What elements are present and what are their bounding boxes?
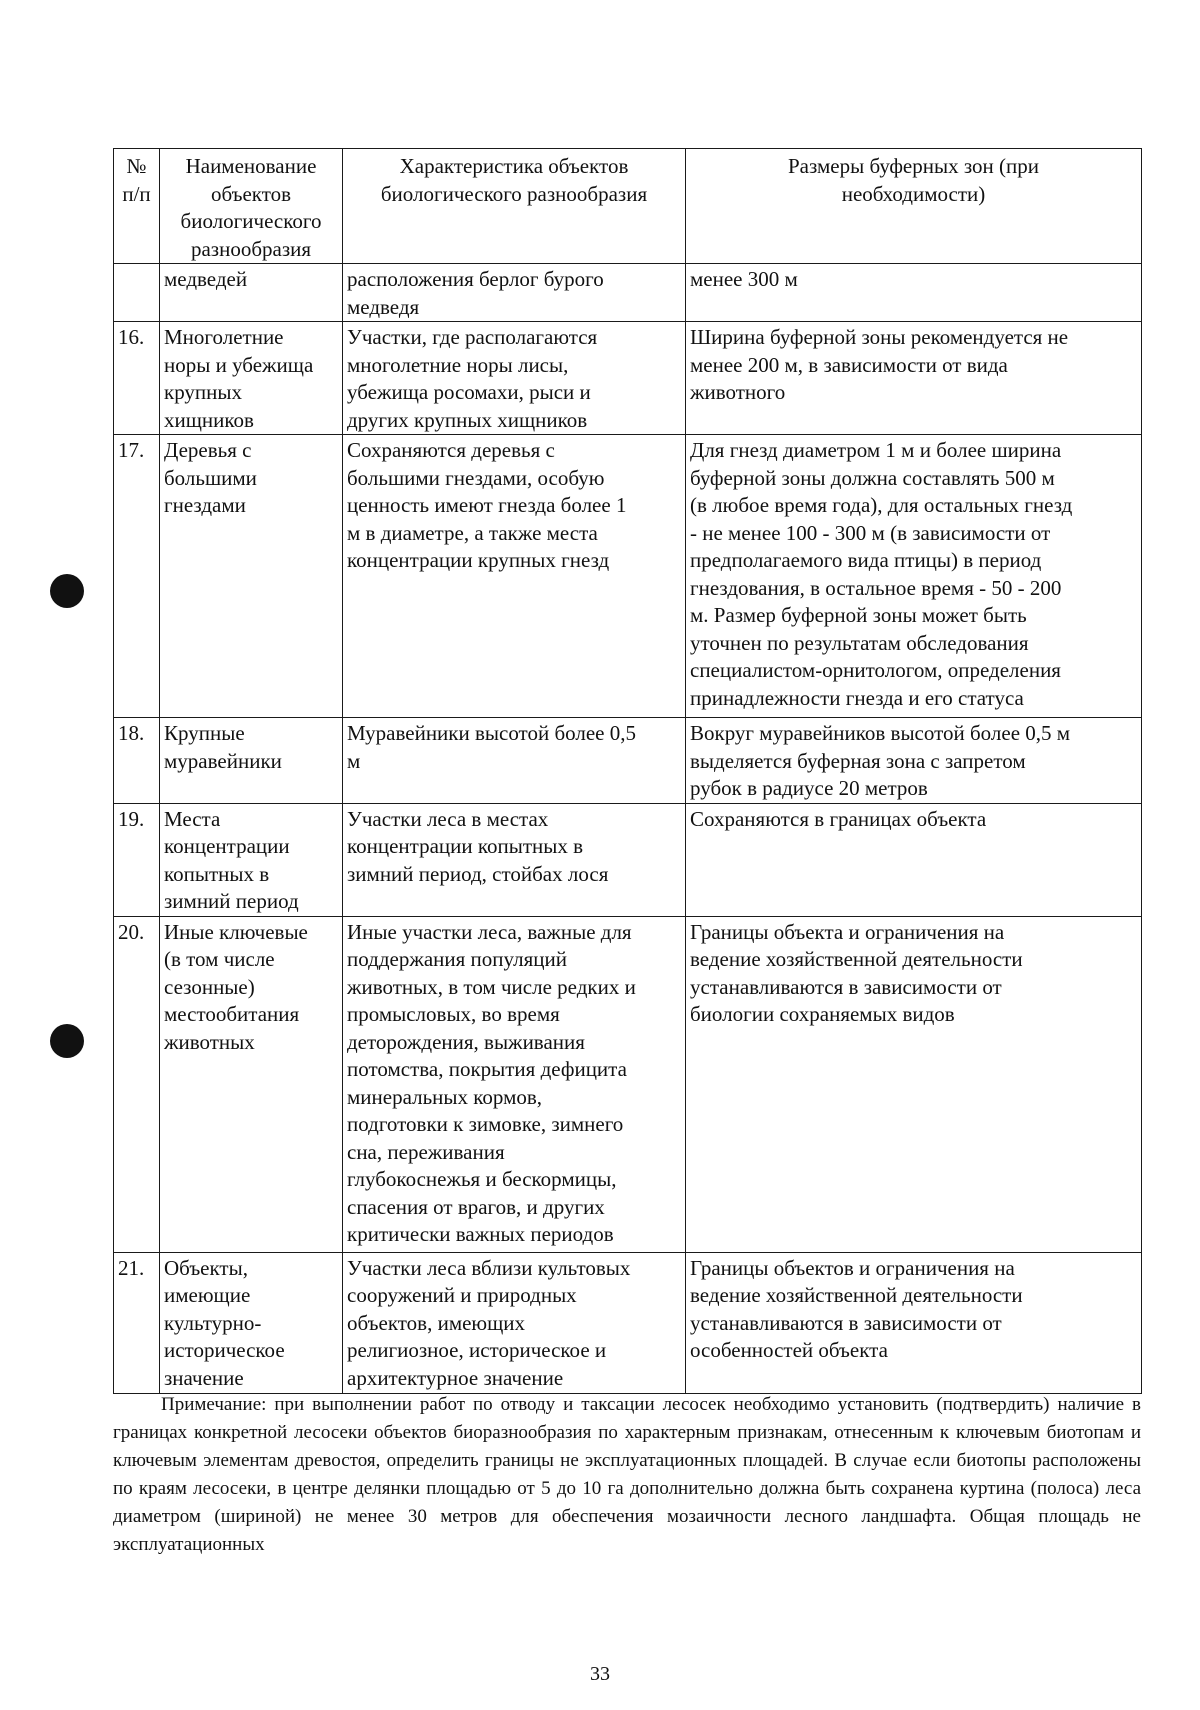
table-row xyxy=(114,718,1142,804)
table-row xyxy=(114,264,1142,322)
header-number: № п/п xyxy=(114,149,160,264)
row-characteristics: расположения берлог бурого медведя xyxy=(343,264,686,322)
row-buffer-zone: Границы объектов и ограничения на ведение хозяйственной деятельности устанавливаются в зависимости от особенностей объекта xyxy=(686,1252,1142,1393)
row-number xyxy=(114,264,160,322)
table-row xyxy=(114,916,1142,1252)
page-number: 33 xyxy=(590,1663,610,1685)
row-object-name: Деревья с большими гнездами xyxy=(160,435,343,718)
table-header-row xyxy=(114,149,1142,264)
row-buffer-zone: Ширина буферной зоны рекомендуется не менее 200 м, в зависимости от вида животного xyxy=(686,322,1142,435)
row-characteristics: Сохраняются деревья с большими гнездами, особую ценность имеют гнезда более 1 м в диаметре, а также места концентрации крупных гнезд xyxy=(343,435,686,718)
biodiversity-table xyxy=(113,148,1142,1394)
row-characteristics: Иные участки леса, важные для поддержания популяций животных, в том числе редких и промысловых, во время деторождения, выживания потомства, покрытия дефицита минеральных кормов, подготовки к зимовке, зимнего сна, переживания глубокоснежья и бескормицы, спасения от врагов, и других критически важных периодов xyxy=(343,916,686,1252)
header-characteristics: Характеристика объектов биологического разнообразия xyxy=(343,149,686,264)
row-object-name: Крупные муравейники xyxy=(160,718,343,804)
header-buffer-zones: Размеры буферных зон (при необходимости) xyxy=(686,149,1142,264)
row-buffer-zone: Для гнезд диаметром 1 м и более ширина буферной зоны должна составлять 500 м (в любое время года), для остальных гнезд - не менее 100 - 300 м (в зависимости от предполагаемого вида птицы) в период гнездования, в остальное время - 50 - 200 м. Размер буферной зоны может быть уточнен по результатам обследования специалистом-орнитологом, определения принадлежности гнезда и его статуса xyxy=(686,435,1142,718)
binder-hole-top xyxy=(50,574,84,608)
table-row xyxy=(114,1252,1142,1393)
row-number: 19. xyxy=(114,803,160,916)
row-number: 17. xyxy=(114,435,160,718)
header-object-name: Наименование объектов биологического разнообразия xyxy=(160,149,343,264)
table-row xyxy=(114,322,1142,435)
row-object-name: медведей xyxy=(160,264,343,322)
row-object-name: Многолетние норы и убежища крупных хищников xyxy=(160,322,343,435)
row-object-name: Объекты, имеющие культурно- историческое значение xyxy=(160,1252,343,1393)
row-number: 16. xyxy=(114,322,160,435)
row-characteristics: Муравейники высотой более 0,5 м xyxy=(343,718,686,804)
row-object-name: Иные ключевые (в том числе сезонные) местообитания животных xyxy=(160,916,343,1252)
row-number: 18. xyxy=(114,718,160,804)
row-buffer-zone: Границы объекта и ограничения на ведение хозяйственной деятельности устанавливаются в зависимости от биологии сохраняемых видов xyxy=(686,916,1142,1252)
row-characteristics: Участки леса в местах концентрации копытных в зимний период, стойбах лося xyxy=(343,803,686,916)
row-characteristics: Участки леса вблизи культовых сооружений и природных объектов, имеющих религиозное, историческое и архитектурное значение xyxy=(343,1252,686,1393)
row-buffer-zone: менее 300 м xyxy=(686,264,1142,322)
table-row xyxy=(114,435,1142,718)
table-row xyxy=(114,803,1142,916)
row-object-name: Места концентрации копытных в зимний период xyxy=(160,803,343,916)
table-footnote: Примечание: при выполнении работ по отводу и таксации лесосек необходимо установить (подтвердить) наличие в границах конкретной лесосеки объектов биоразнообразия по характерным признакам, отнесенным к ключевым биотопам и ключевым элементам древостоя, определить границы не эксплуатационных площадей. В случае если биотопы расположены по краям лесосеки, в центре делянки площадью от 5 до 10 га дополнительно должна быть сохранена куртина (полоса) леса диаметром (шириной) не менее 30 метров для обеспечения мозаичности лесного ландшафта. Общая площадь не эксплуатационных xyxy=(113,1394,1141,1555)
row-characteristics: Участки, где располагаются многолетние норы лисы, убежища росомахи, рыси и других крупных хищников xyxy=(343,322,686,435)
binder-hole-bottom xyxy=(50,1024,84,1058)
row-number: 21. xyxy=(114,1252,160,1393)
row-number: 20. xyxy=(114,916,160,1252)
row-buffer-zone: Сохраняются в границах объекта xyxy=(686,803,1142,916)
row-buffer-zone: Вокруг муравейников высотой более 0,5 м выделяется буферная зона с запретом рубок в радиусе 20 метров xyxy=(686,718,1142,804)
